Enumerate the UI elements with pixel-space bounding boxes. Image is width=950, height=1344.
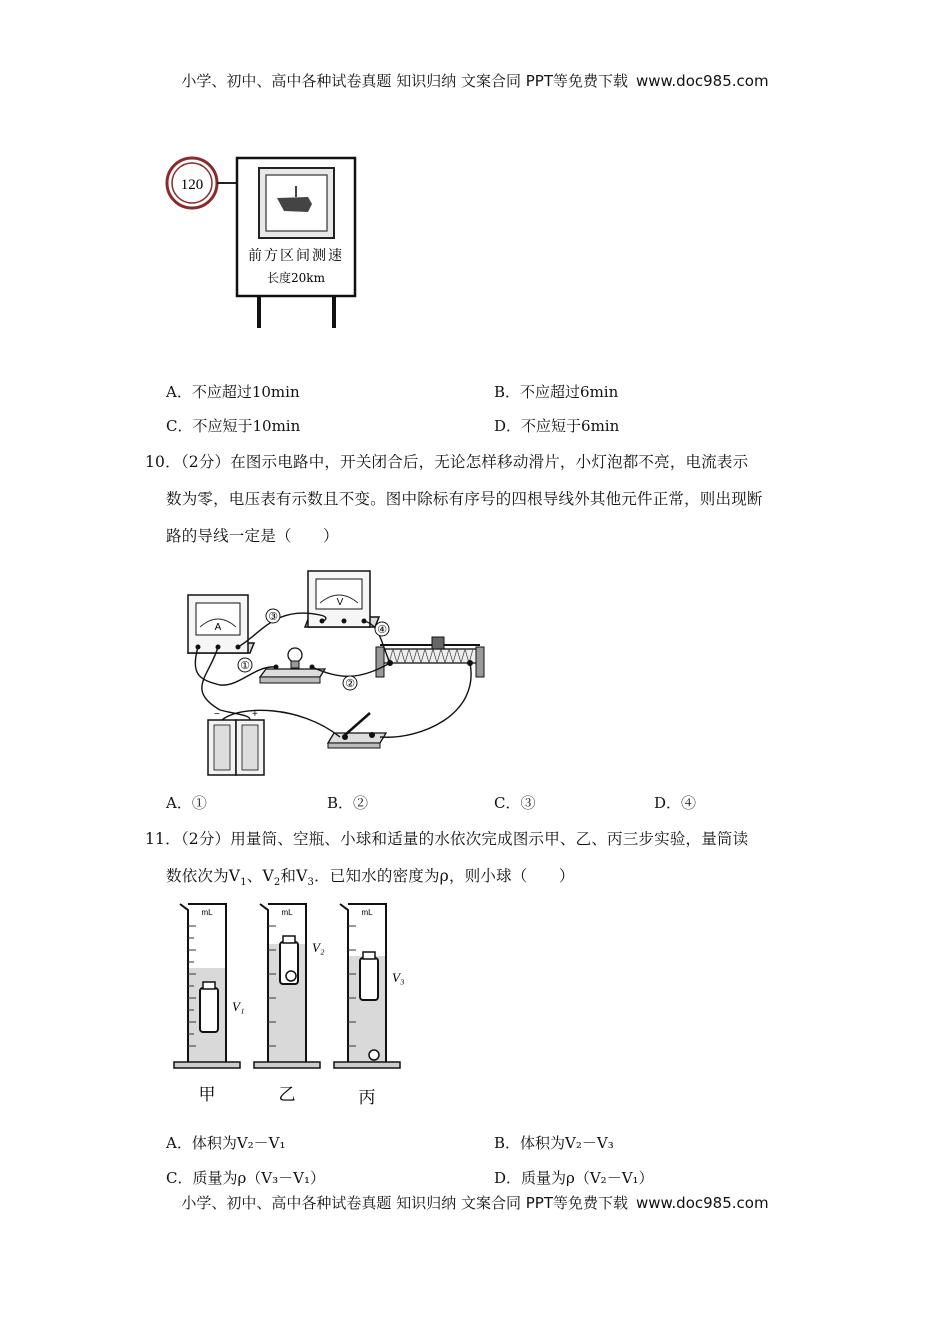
q9-option-b[interactable]: B．不应超过6min — [494, 383, 619, 401]
wire-3-label: ③ — [268, 610, 278, 623]
bulb-icon — [260, 648, 325, 683]
q9-option-a[interactable]: A．不应超过10min — [166, 383, 300, 401]
voltmeter-label: V — [336, 597, 344, 608]
cylinder-jia — [174, 904, 244, 1105]
switch-icon — [328, 713, 386, 748]
svg-text:V₂: V₂ — [312, 940, 325, 955]
svg-text:mL: mL — [201, 908, 213, 917]
battery-icon — [208, 709, 264, 775]
q11-option-b[interactable]: B．体积为V₂－V₃ — [494, 1134, 614, 1152]
page-footer — [0, 1192, 950, 1213]
cylinders-figure — [170, 896, 420, 1111]
page-header — [0, 70, 950, 91]
svg-text:+: + — [252, 709, 258, 720]
q10-line-3: 路的导线一定是（ ） — [166, 527, 339, 545]
ammeter — [188, 595, 254, 653]
cylinder-yi — [254, 904, 325, 1105]
q11-option-d[interactable]: D．质量为ρ（V₂－V₁） — [494, 1169, 654, 1187]
wire-1-label: ① — [240, 659, 250, 672]
ammeter-label: A — [214, 622, 222, 633]
q11-option-a[interactable]: A．体积为V₂－V₁ — [166, 1134, 286, 1152]
sign-line2: 长度20km — [267, 271, 325, 285]
q10-option-b[interactable]: B．② — [327, 794, 369, 812]
footer-site: www.doc985.com — [635, 1194, 769, 1212]
rheostat-icon — [376, 637, 484, 677]
cylinder-bing — [334, 904, 404, 1108]
svg-text:V₃: V₃ — [392, 970, 405, 985]
header-text: 小学、初中、高中各种试卷真题 知识归纳 文案合同 PPT等免费下载 — [181, 72, 628, 90]
q11-option-c[interactable]: C．质量为ρ（V₃－V₁） — [166, 1169, 325, 1187]
label-yi: 乙 — [278, 1085, 296, 1105]
sign-line1: 前方区间测速 — [248, 248, 344, 264]
q9-option-d[interactable]: D．不应短于6min — [494, 417, 620, 435]
svg-text:V₁: V₁ — [232, 999, 245, 1014]
circuit-figure — [180, 565, 490, 780]
svg-text:mL: mL — [361, 908, 373, 917]
speed-limit-text: 120 — [180, 177, 204, 193]
footer-text: 小学、初中、高中各种试卷真题 知识归纳 文案合同 PPT等免费下载 — [181, 1194, 628, 1212]
label-jia: 甲 — [198, 1085, 216, 1105]
q9-option-c[interactable]: C．不应短于10min — [166, 417, 301, 435]
svg-text:−: − — [214, 709, 220, 720]
q11-line-1: 11．（2分）用量筒、空瓶、小球和适量的水依次完成图示甲、乙、丙三步实验，量筒读 — [145, 830, 749, 848]
q10-option-c[interactable]: C．③ — [494, 794, 536, 812]
label-bing: 丙 — [358, 1088, 376, 1108]
q10-option-d[interactable]: D．④ — [654, 794, 697, 812]
wire-4-label: ④ — [377, 623, 387, 636]
wire-2-label: ② — [345, 677, 355, 690]
q10-line-1: 10．（2分）在图示电路中，开关闭合后，无论怎样移动滑片，小灯泡都不亮，电流表示 — [145, 453, 749, 471]
svg-text:mL: mL — [281, 908, 293, 917]
voltmeter — [305, 571, 379, 627]
q10-option-a[interactable]: A．① — [166, 794, 207, 812]
speed-sign-figure — [160, 150, 370, 335]
q10-line-2: 数为零，电压表有示数且不变。图中除标有序号的四根导线外其他元件正常，则出现断 — [166, 490, 763, 508]
q11-line-2: 数依次为$V_1$、$V_2$和$V_3$．已知水的密度为ρ，则小球（ ） — [166, 867, 575, 889]
header-site: www.doc985.com — [635, 72, 769, 90]
